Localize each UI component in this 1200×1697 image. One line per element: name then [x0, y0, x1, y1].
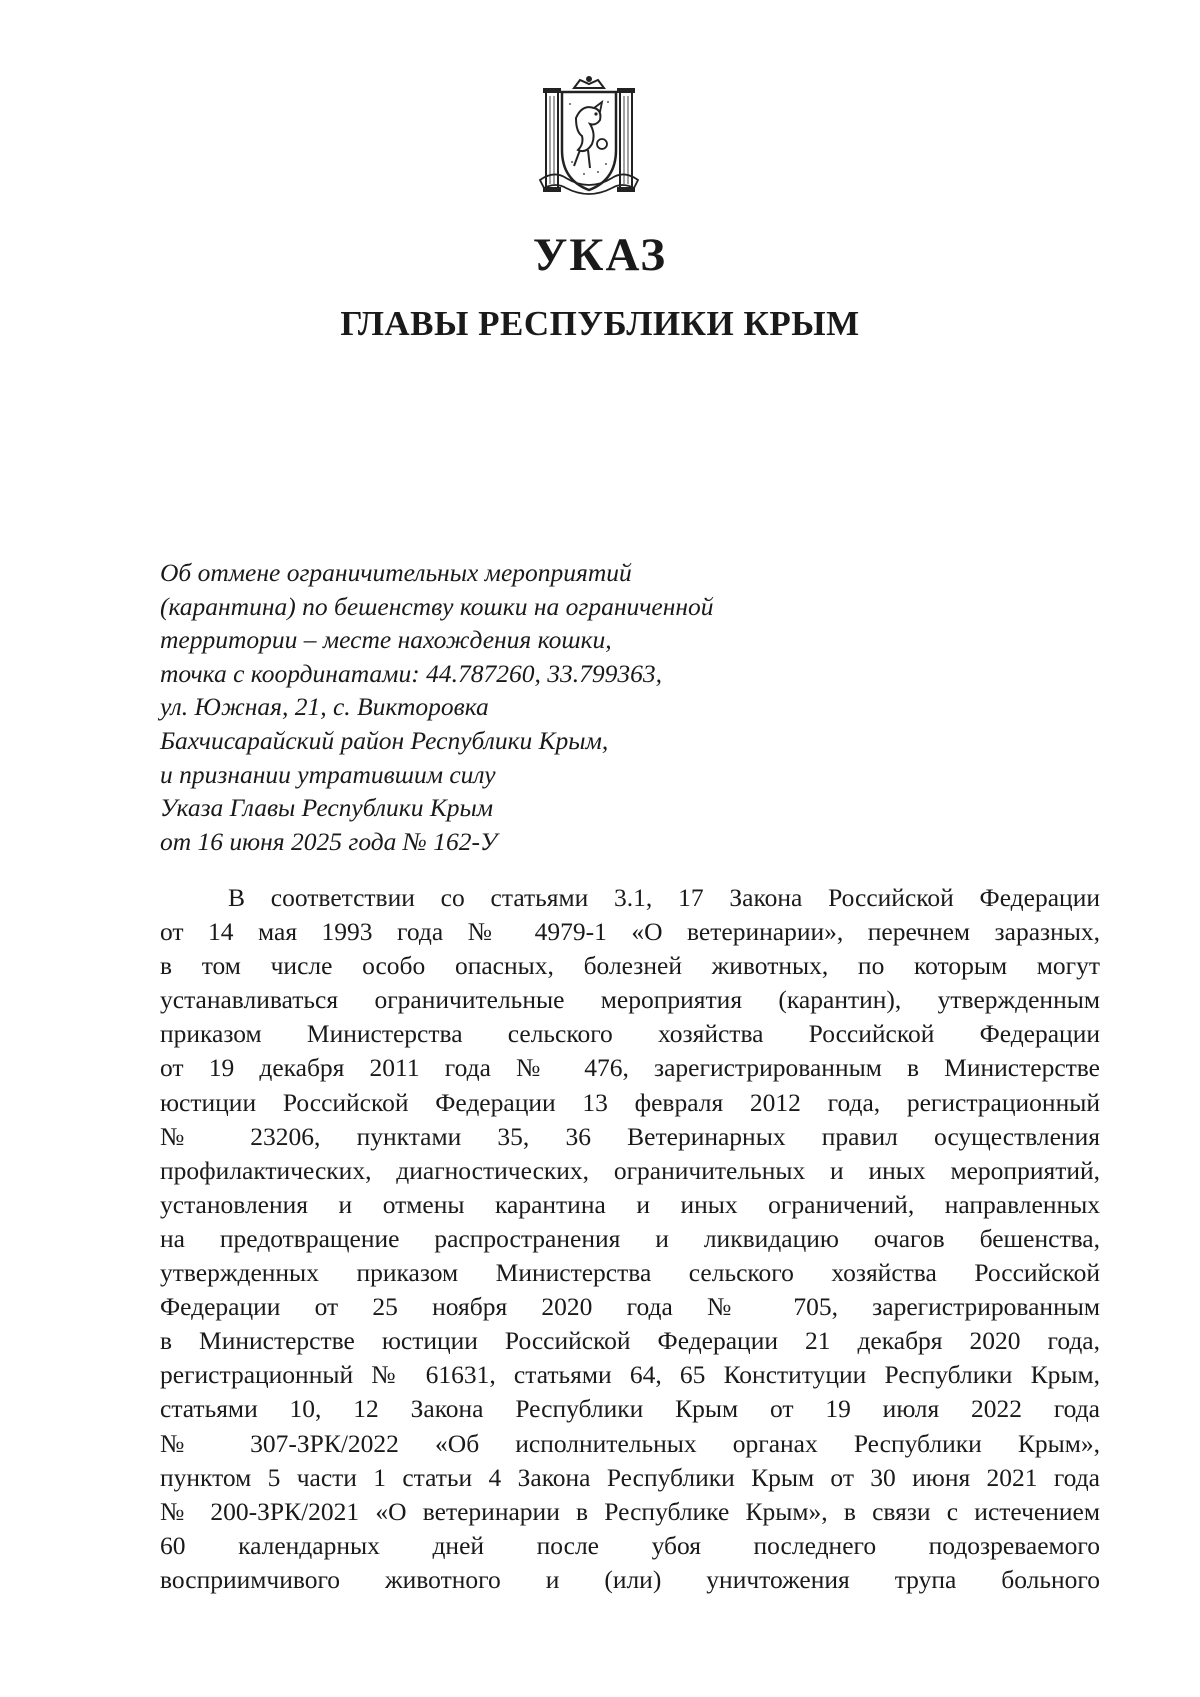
body-line: № 23206, пунктами 35, 36 Ветеринарных правил осуществления	[160, 1121, 1100, 1151]
heading-line: Об отмене ограничительных мероприятий	[160, 558, 632, 587]
body-line: профилактических, диагностических, ограничительных и иных мероприятий,	[160, 1155, 1100, 1185]
body-line: юстиции Российской Федерации 13 февраля 2012 года, регистрационный	[160, 1087, 1100, 1117]
heading-line: территории – месте нахождения кошки,	[160, 625, 612, 655]
heading-line: от 16 июня 2025 года № 162-У	[160, 826, 498, 856]
document-subtitle: ГЛАВЫ РЕСПУБЛИКИ КРЫМ	[340, 304, 860, 343]
body-line: приказом Министерства сельского хозяйства Российской Федерации	[160, 1019, 1100, 1049]
heading-line: Указа Главы Республики Крым	[160, 793, 494, 823]
body-line: от 19 декабря 2011 года № 476, зарегистрированным в Министерстве	[160, 1053, 1100, 1083]
body-line: в том числе особо опасных, болезней животных, по которым могут	[160, 951, 1100, 981]
body-line: пунктом 5 части 1 статьи 4 Закона Республики Крым от 30 июня 2021 года	[160, 1462, 1100, 1492]
decree-body	[160, 881, 1100, 1597]
document-title: УКАЗ	[532, 229, 668, 281]
heading-line: и признании утратившим силу	[160, 759, 496, 789]
body-line: № 200-ЗРК/2021 «О ветеринарии в Республике Крым», в связи с истечением	[160, 1496, 1100, 1526]
body-line: В соответствии со статьями 3.1, 17 Закона Российской Федерации	[228, 883, 1100, 912]
body-line: в Министерстве юстиции Российской Федерации 21 декабря 2020 года,	[160, 1326, 1100, 1356]
heading-line: (карантина) по бешенству кошки на ограниченной	[160, 591, 714, 621]
body-line: на предотвращение распространения и ликвидацию очагов бешенства,	[160, 1223, 1100, 1253]
body-line: № 307-ЗРК/2022 «Об исполнительных органах Республики Крым»,	[160, 1428, 1100, 1458]
body-line: статьями 10, 12 Закона Республики Крым от 19 июля 2022 года	[160, 1394, 1100, 1424]
body-line: регистрационный № 61631, статьями 64, 65 Конституции Республики Крым,	[160, 1360, 1100, 1390]
heading-line: ул. Южная, 21, с. Викторовка	[160, 692, 489, 722]
body-line: восприимчивого животного и (или) уничтожения трупа больного	[160, 1564, 1100, 1594]
body-line: утвержденных приказом Министерства сельского хозяйства Российской	[160, 1258, 1100, 1288]
body-line: от 14 мая 1993 года № 4979-1 «О ветеринарии», перечнем заразных,	[160, 917, 1100, 947]
crimea-coat-of-arms-icon	[536, 74, 642, 198]
body-line: Федерации от 25 ноября 2020 года № 705, зарегистрированным	[160, 1292, 1100, 1322]
heading-line: Бахчисарайский район Республики Крым,	[160, 725, 609, 755]
body-line: установления и отмены карантина и иных ограничений, направленных	[160, 1189, 1100, 1219]
decree-heading	[160, 556, 880, 858]
body-line: 60 календарных дней после убоя последнего подозреваемого	[160, 1530, 1100, 1560]
body-line: устанавливаться ограничительные мероприятия (карантин), утвержденным	[160, 985, 1100, 1015]
heading-line: точка с координатами: 44.787260, 33.799363,	[160, 658, 662, 688]
